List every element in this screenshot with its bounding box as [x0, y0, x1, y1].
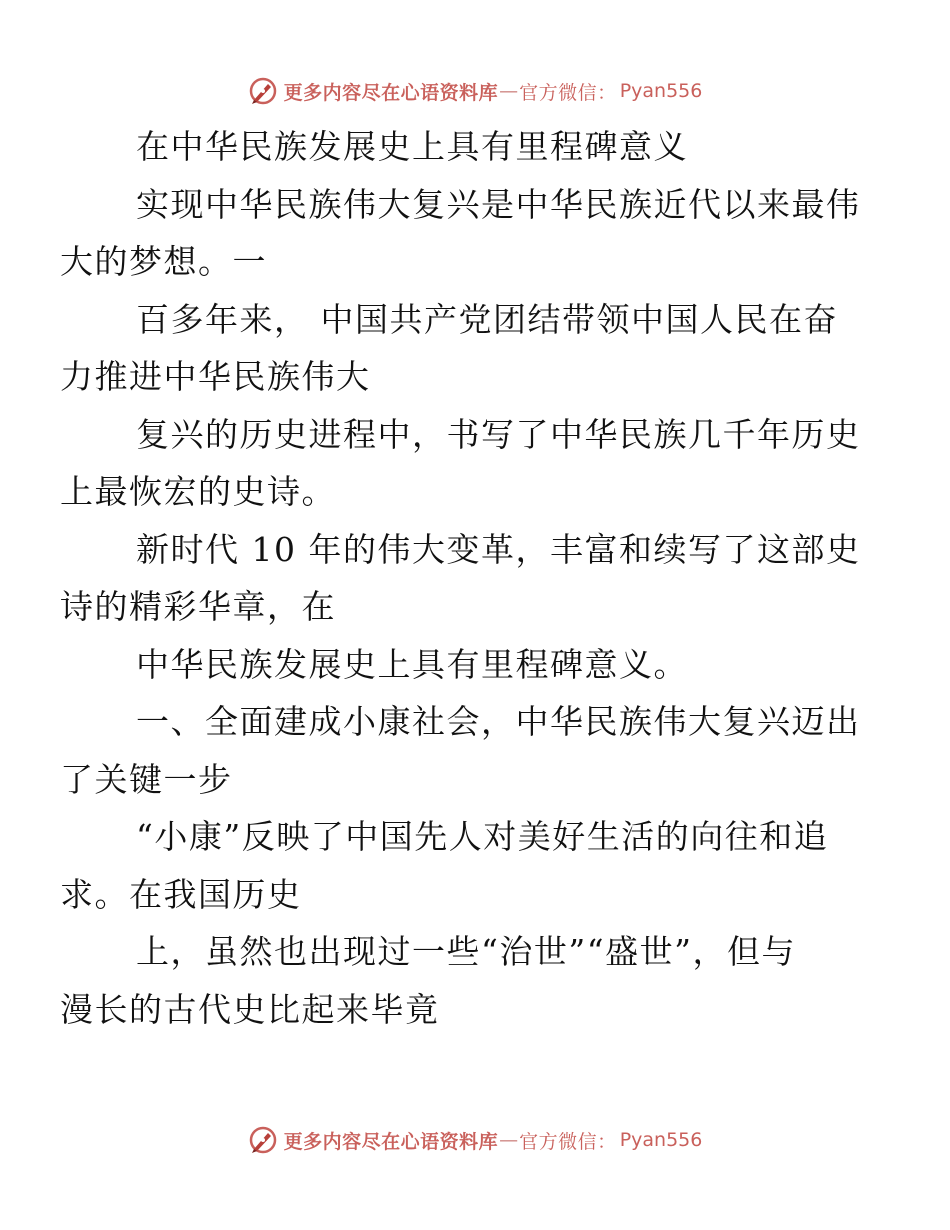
paragraph-1 — [98, 118, 853, 176]
pen-logo-icon — [248, 1125, 278, 1155]
text-line: 在中华民族发展史上具有里程碑意义 — [136, 127, 688, 166]
banner-main-text: 更多内容尽在心语资料库 — [283, 81, 499, 104]
text-line: 漫长的古代史比起来毕竟 — [60, 989, 440, 1029]
banner-wechat-label: 官方微信： — [519, 81, 617, 104]
text-line: 一、全面建成小康社会，中华民族伟大复兴迈出 — [136, 702, 861, 741]
text-line: 力推进中华民族伟大 — [60, 357, 371, 396]
text-line: 了关键一步 — [60, 759, 233, 799]
text-line: 新时代 10 年的伟大变革，丰富和续写了这部史 — [136, 529, 861, 569]
text-line: 百多年来， 中国共产党团结带领中国人民在奋 — [136, 299, 838, 339]
section-heading-1 — [60, 693, 861, 808]
pen-logo-icon — [248, 76, 278, 106]
banner-wechat-id: Pyan556 — [619, 1129, 703, 1151]
text-line: 上，虽然也出现过一些“治世”“盛世”，但与 — [136, 932, 796, 971]
banner-main-text: 更多内容尽在心语资料库 — [283, 1130, 499, 1153]
banner-dash: — — [499, 80, 519, 102]
paragraph-6 — [98, 636, 853, 694]
text-line: 中华民族发展史上具有里程碑意义。 — [136, 644, 688, 684]
header-banner — [0, 74, 950, 108]
banner-wechat-label: 官方微信： — [519, 1130, 617, 1153]
banner-dash: — — [499, 1129, 519, 1151]
footer-banner — [0, 1123, 950, 1157]
text-line: 上最恢宏的史诗。 — [60, 472, 336, 511]
text-line: 实现中华民族伟大复兴是中华民族近代以来最伟 — [136, 184, 861, 224]
paragraph-4 — [60, 406, 861, 521]
paragraph-2 — [60, 176, 861, 291]
document-body — [60, 118, 861, 1038]
text-line: 大的梦想。一 — [60, 242, 267, 281]
paragraph-3 — [60, 291, 853, 406]
paragraph-9 — [60, 923, 853, 1038]
text-line: 复兴的历史进程中，书写了中华民族几千年历史 — [136, 414, 861, 454]
paragraph-8 — [60, 808, 853, 923]
banner-wechat-id: Pyan556 — [619, 80, 703, 102]
text-line: 求。在我国历史 — [60, 874, 302, 914]
paragraph-5 — [60, 521, 861, 636]
text-line: 诗的精彩华章，在 — [60, 587, 336, 626]
text-line: “小康”反映了中国先人对美好生活的向往和追 — [136, 817, 829, 856]
